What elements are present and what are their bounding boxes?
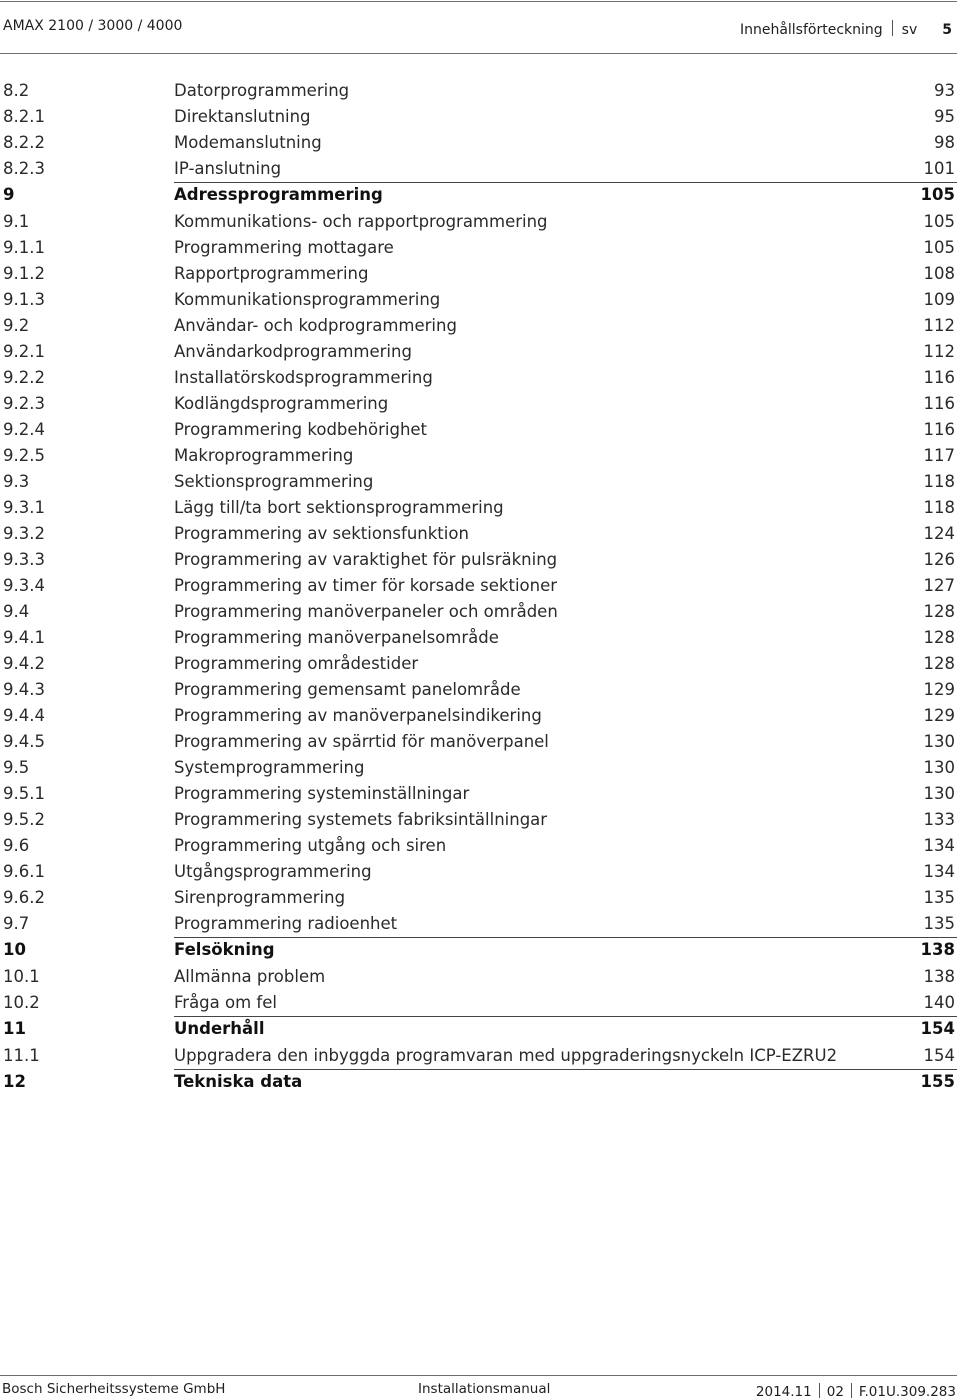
toc-entry-number: 9.4.1 [3,628,45,647]
toc-entry-title[interactable]: Programmering manöverpaneler och områden [174,602,558,621]
toc-entry-page[interactable]: 130 [923,758,955,777]
toc-entry-page[interactable]: 126 [923,550,955,569]
toc-entry[interactable] [0,339,957,365]
toc-entry-number: 9.1.3 [3,290,45,309]
section-name: Innehållsförteckning [739,22,883,38]
toc-entry-page[interactable]: 138 [920,940,955,959]
toc-entry-page[interactable]: 105 [920,185,955,204]
toc-entry-title[interactable]: Allmänna problem [174,967,326,986]
toc-entry-page[interactable]: 109 [923,290,955,309]
toc-entry[interactable] [0,235,957,261]
toc-entry-page[interactable]: 154 [920,1019,955,1038]
toc-entry-number: 9.4.3 [3,680,45,699]
toc-entry-number: 9.5.1 [3,784,45,803]
toc-entry-page[interactable]: 118 [923,472,955,491]
toc-entry-title[interactable]: Programmering av varaktighet för pulsräkning [174,550,558,569]
toc-entry-number: 10.1 [3,967,40,986]
toc-entry-title[interactable]: Programmering av manöverpanelsindikering [174,706,542,725]
footer-rule [0,1375,957,1376]
footer-doc-type: Installationsmanual [418,1381,551,1397]
toc-entry-title[interactable]: Adressprogrammering [174,185,383,204]
top-rule [0,1,957,2]
toc-entry-title[interactable]: Användar- och kodprogrammering [174,316,457,335]
toc-entry[interactable] [0,703,957,729]
toc-entry-title[interactable]: Lägg till/ta bort sektionsprogrammering [174,498,504,517]
toc-entry[interactable] [0,911,957,937]
toc-entry-page[interactable]: 95 [934,107,955,126]
toc-entry-page[interactable]: 134 [923,836,955,855]
footer-separator [851,1383,852,1398]
toc-entry-title[interactable]: Programmering kodbehörighet [174,420,428,439]
toc-entry-page[interactable]: 101 [923,159,955,178]
toc-entry-title[interactable]: Programmering av sektionsfunktion [174,524,469,543]
toc-entry-page[interactable]: 129 [923,706,955,725]
toc-entry[interactable] [0,313,957,339]
toc-entry-title[interactable]: Programmering systemets fabriksintällningar [174,810,548,829]
toc-entry[interactable] [0,573,957,599]
toc-entry[interactable] [0,651,957,677]
footer-date: 2014.11 [755,1384,812,1400]
toc-entry-number: 9.3.2 [3,524,45,543]
toc-entry-number: 9.3.4 [3,576,45,595]
toc-entry-page[interactable]: 130 [923,732,955,751]
toc-entry[interactable] [0,885,957,911]
toc-entry-page[interactable]: 154 [923,1046,955,1065]
toc-entry-title[interactable]: IP-anslutning [174,159,282,178]
toc-entry-title[interactable]: Användarkodprogrammering [174,342,412,361]
toc-entry-number: 9.7 [3,914,30,933]
toc-entry-title[interactable]: Direktanslutning [174,107,311,126]
toc-entry-number: 8.2.2 [3,133,45,152]
toc-entry-number: 9 [3,185,15,204]
footer-doc-info [756,1381,956,1400]
toc-entry-title[interactable]: Sirenprogrammering [174,888,346,907]
toc-entry-number: 9.3.1 [3,498,45,517]
toc-entry-number: 9.2.2 [3,368,45,387]
toc-entry-page[interactable]: 98 [934,133,955,152]
toc-entry-number: 9.4.5 [3,732,45,751]
toc-entry-page[interactable]: 118 [923,498,955,517]
toc-entry-title[interactable]: Makroprogrammering [174,446,354,465]
toc-entry-title[interactable]: Datorprogrammering [174,81,350,100]
toc-entry[interactable] [0,287,957,313]
toc-entry-number: 8.2.3 [3,159,45,178]
toc-entry-number: 11 [3,1019,26,1038]
toc-entry-number: 8.2.1 [3,107,45,126]
toc-entry-title[interactable]: Tekniska data [174,1072,303,1091]
toc-entry-page[interactable]: 128 [923,602,955,621]
header-separator [892,20,893,36]
toc-entry[interactable] [0,964,957,990]
toc-entry[interactable] [0,599,957,625]
toc-entry-number: 9.6 [3,836,30,855]
toc-entry-page[interactable]: 93 [934,81,955,100]
toc-chapter-entry[interactable] [0,1069,957,1096]
toc-entry-page[interactable]: 140 [923,993,955,1012]
toc-entry[interactable] [0,1043,957,1069]
toc-entry-title[interactable]: Kommunikations- och rapportprogrammering [174,212,548,231]
toc-entry[interactable] [0,495,957,521]
toc-entry-page[interactable]: 130 [923,784,955,803]
toc-entry-page[interactable]: 124 [923,524,955,543]
toc-entry-title[interactable]: Felsökning [174,940,275,959]
header-rule [0,53,957,54]
toc-entry-title[interactable]: Sektionsprogrammering [174,472,374,491]
page-header [0,8,957,48]
toc-entry-number: 9.5 [3,758,30,777]
page-number: 5 [942,22,952,38]
toc-entry-page[interactable]: 129 [923,680,955,699]
footer-doc-id: F.01U.309.283 [858,1384,956,1400]
toc-entry-number: 12 [3,1072,26,1091]
toc-entry[interactable] [0,261,957,287]
footer-company: Bosch Sicherheitssysteme GmbH [2,1381,226,1397]
toc-entry[interactable] [0,417,957,443]
toc-entry-page[interactable]: 134 [923,862,955,881]
toc-entry-page[interactable]: 127 [923,576,955,595]
product-title: AMAX 2100 / 3000 / 4000 [3,18,183,34]
toc-entry-number: 9.4 [3,602,30,621]
toc-entry-title[interactable]: Rapportprogrammering [174,264,369,283]
table-of-contents [0,78,957,1096]
toc-entry-title[interactable]: Programmering mottagare [174,238,394,257]
language-code: sv [901,22,918,38]
toc-entry-title[interactable]: Kodlängdsprogrammering [174,394,389,413]
toc-entry-title[interactable]: Uppgradera den inbyggda programvaran med uppgraderingsnyckeln ICP-EZRU2 [174,1046,838,1065]
toc-entry[interactable] [0,443,957,469]
toc-entry[interactable] [0,209,957,235]
toc-entry-title[interactable]: Programmering områdestider [174,654,419,673]
toc-entry[interactable] [0,859,957,885]
toc-entry-number: 9.2.3 [3,394,45,413]
toc-entry-title[interactable]: Utgångsprogrammering [174,862,372,881]
toc-chapter-entry[interactable] [0,182,957,209]
toc-entry[interactable] [0,833,957,859]
toc-entry-page[interactable]: 117 [923,446,955,465]
toc-entry-page[interactable]: 116 [923,420,955,439]
toc-entry-page[interactable]: 128 [923,628,955,647]
toc-entry-title[interactable]: Programmering radioenhet [174,914,398,933]
toc-entry-title[interactable]: Programmering utgång och siren [174,836,447,855]
toc-entry-title[interactable]: Programmering av spärrtid för manöverpanel [174,732,549,751]
toc-entry[interactable] [0,156,957,182]
toc-entry-page[interactable]: 116 [923,368,955,387]
toc-entry-page[interactable]: 112 [923,316,955,335]
toc-entry-number: 9.2 [3,316,30,335]
footer-separator [819,1383,820,1398]
toc-entry-page[interactable]: 116 [923,394,955,413]
toc-entry-page[interactable]: 108 [923,264,955,283]
toc-entry-number: 9.2.4 [3,420,45,439]
toc-entry-title[interactable]: Kommunikationsprogrammering [174,290,441,309]
toc-entry-title[interactable]: Systemprogrammering [174,758,365,777]
toc-entry-number: 10 [3,940,26,959]
toc-entry-number: 9.1.2 [3,264,45,283]
toc-entry-number: 9.4.4 [3,706,45,725]
toc-entry-title[interactable]: Fråga om fel [174,993,277,1012]
toc-entry-page[interactable]: 155 [920,1072,955,1091]
toc-entry-title[interactable]: Programmering gemensamt panelområde [174,680,521,699]
toc-entry[interactable] [0,625,957,651]
toc-chapter-entry[interactable] [0,937,957,964]
toc-entry-page[interactable]: 128 [923,654,955,673]
toc-entry[interactable] [0,469,957,495]
toc-entry-number: 9.3.3 [3,550,45,569]
toc-entry-number: 9.4.2 [3,654,45,673]
toc-entry-number: 9.1 [3,212,30,231]
toc-entry[interactable] [0,990,957,1016]
toc-entry[interactable] [0,78,957,104]
toc-entry[interactable] [0,755,957,781]
toc-entry-title[interactable]: Modemanslutning [174,133,322,152]
toc-entry-page[interactable]: 105 [923,238,955,257]
toc-entry-page[interactable]: 135 [923,914,955,933]
toc-entry-title[interactable]: Programmering systeminställningar [174,784,470,803]
toc-entry[interactable] [0,391,957,417]
toc-entry-title[interactable]: Programmering av timer för korsade sektioner [174,576,558,595]
toc-entry-title[interactable]: Installatörskodsprogrammering [174,368,433,387]
toc-entry[interactable] [0,781,957,807]
toc-entry-number: 9.2.1 [3,342,45,361]
toc-entry-page[interactable]: 112 [923,342,955,361]
toc-entry-number: 8.2 [3,81,30,100]
header-right [740,18,952,38]
toc-entry-number: 9.3 [3,472,30,491]
toc-entry-page[interactable]: 135 [923,888,955,907]
toc-entry-number: 9.5.2 [3,810,45,829]
toc-entry-title[interactable]: Underhåll [174,1019,265,1038]
toc-entry-page[interactable]: 133 [923,810,955,829]
toc-entry-number: 11.1 [3,1046,40,1065]
toc-entry[interactable] [0,104,957,130]
toc-entry[interactable] [0,729,957,755]
toc-entry[interactable] [0,807,957,833]
toc-entry[interactable] [0,365,957,391]
toc-entry-page[interactable]: 138 [923,967,955,986]
toc-entry-number: 9.6.2 [3,888,45,907]
toc-entry-number: 9.6.1 [3,862,45,881]
toc-entry-title[interactable]: Programmering manöverpanelsområde [174,628,499,647]
toc-entry-number: 9.2.5 [3,446,45,465]
toc-entry-page[interactable]: 105 [923,212,955,231]
toc-chapter-entry[interactable] [0,1016,957,1043]
toc-entry-number: 9.1.1 [3,238,45,257]
toc-entry[interactable] [0,547,957,573]
toc-entry[interactable] [0,130,957,156]
toc-entry[interactable] [0,677,957,703]
footer-version: 02 [826,1384,844,1400]
toc-entry[interactable] [0,521,957,547]
toc-entry-number: 10.2 [3,993,40,1012]
